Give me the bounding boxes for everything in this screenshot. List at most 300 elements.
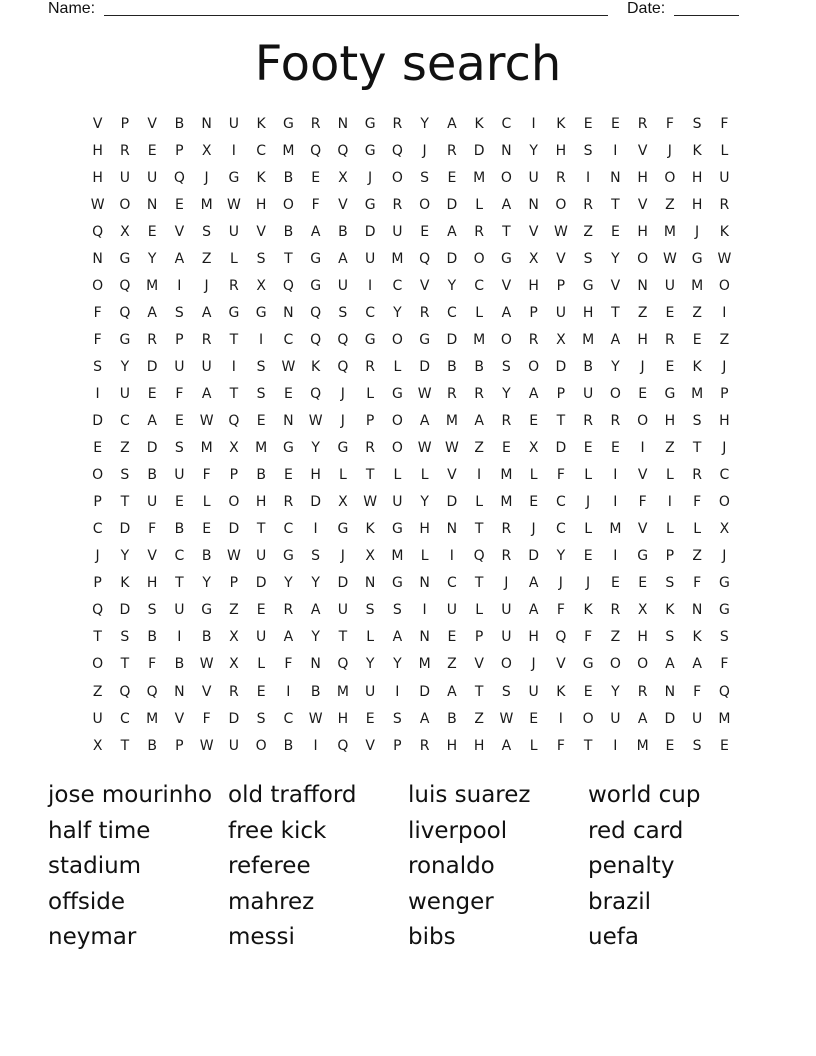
grid-letter: Q (228, 413, 240, 430)
grid-letter: V (528, 223, 539, 240)
grid-letter: L (202, 494, 211, 511)
grid-row (84, 435, 738, 462)
grid-letter: P (556, 385, 566, 402)
grid-letter: Y (502, 385, 511, 402)
grid-letter: W (444, 440, 459, 457)
grid-letter: N (691, 602, 703, 619)
grid-letter: S (719, 629, 729, 646)
grid-letter: K (719, 223, 729, 240)
grid-letter: Z (474, 440, 484, 457)
grid-letter: E (174, 196, 184, 213)
grid-letter: M (200, 196, 213, 213)
grid-letter: O (92, 277, 104, 294)
grid-letter: O (718, 277, 730, 294)
grid-letter: U (228, 223, 239, 240)
grid-letter: U (119, 385, 130, 402)
grid-letter: S (692, 413, 702, 430)
grid-letter: G (718, 602, 730, 619)
grid-letter: E (638, 385, 648, 402)
grid-letter: M (146, 277, 159, 294)
grid-letter: A (419, 413, 430, 430)
grid-letter: G (582, 656, 594, 673)
grid-letter: L (420, 467, 429, 484)
grid-letter: D (528, 548, 540, 565)
grid-letter: V (147, 115, 157, 132)
grid-letter: Q (337, 142, 349, 159)
grid-letter: I (586, 169, 591, 186)
grid-row (84, 353, 738, 380)
grid-letter: O (718, 494, 730, 511)
grid-letter: E (665, 304, 675, 321)
grid-letter: R (719, 196, 730, 213)
grid-letter: I (613, 467, 618, 484)
grid-letter: S (583, 250, 593, 267)
grid-letter: J (340, 413, 345, 430)
grid-row (84, 380, 738, 407)
grid-letter: S (665, 575, 675, 592)
grid-letter: Y (393, 656, 402, 673)
grid-letter: Z (665, 440, 675, 457)
grid-letter: G (255, 304, 267, 321)
grid-letter: N (364, 575, 376, 592)
grid-letter: B (310, 683, 321, 700)
grid-letter: R (474, 223, 484, 240)
grid-letter: W (199, 413, 214, 430)
grid-letter: V (256, 223, 266, 240)
grid-letter: S (501, 683, 511, 700)
grid-letter: E (365, 710, 375, 727)
grid-letter: X (637, 602, 648, 619)
grid-letter: S (174, 304, 184, 321)
grid-letter: X (229, 440, 239, 457)
grid-letter: S (392, 602, 402, 619)
grid-letter: P (120, 115, 130, 132)
grid-letter: R (501, 548, 512, 565)
grid-letter: N (501, 142, 512, 159)
grid-letter: Y (311, 629, 320, 646)
grid-letter: H (637, 629, 648, 646)
grid-letter: C (446, 304, 457, 321)
grid-letter: F (148, 656, 157, 673)
grid-letter: Y (611, 250, 620, 267)
grid-letter: S (256, 250, 266, 267)
grid-letter: E (719, 737, 729, 754)
grid-letter: A (610, 331, 621, 348)
grid-letter: L (475, 196, 484, 213)
grid-letter: G (364, 196, 376, 213)
grid-letter: N (146, 196, 158, 213)
grid-letter: D (92, 413, 104, 430)
grid-letter: H (719, 413, 730, 430)
grid-letter: A (147, 413, 157, 430)
grid-letter: O (637, 413, 649, 430)
grid-letter: R (447, 142, 457, 159)
grid-row (84, 408, 738, 435)
grid-letter: D (446, 250, 458, 267)
grid-letter: J (640, 358, 645, 375)
grid-letter: E (147, 385, 157, 402)
grid-letter: G (228, 169, 240, 186)
grid-letter: U (446, 602, 457, 619)
grid-letter: E (283, 385, 293, 402)
grid-letter: J (204, 169, 209, 186)
grid-letter: R (583, 413, 593, 430)
grid-letter: G (119, 250, 131, 267)
grid-row (84, 326, 738, 353)
word-list-item: ronaldo (408, 853, 495, 880)
grid-letter: R (419, 737, 430, 754)
grid-letter: M (282, 142, 295, 159)
grid-letter: G (391, 575, 403, 592)
grid-letter: W (308, 413, 323, 430)
grid-letter: V (637, 467, 648, 484)
grid-letter: Y (420, 494, 429, 511)
grid-letter: P (393, 737, 402, 754)
grid-letter: I (177, 277, 182, 294)
grid-letter: T (256, 521, 266, 538)
grid-letter: C (283, 710, 294, 727)
grid-letter: D (337, 575, 349, 592)
grid-letter: E (638, 575, 648, 592)
grid-letter: O (637, 656, 649, 673)
grid-letter: A (392, 629, 403, 646)
grid-letter: O (555, 196, 567, 213)
grid-letter: A (665, 656, 675, 673)
grid-letter: R (528, 331, 539, 348)
grid-letter: D (555, 440, 567, 457)
grid-letter: V (174, 710, 185, 727)
grid-letter: A (474, 413, 484, 430)
grid-letter: Q (282, 277, 294, 294)
grid-letter: J (558, 575, 563, 592)
grid-letter: M (391, 548, 404, 565)
grid-letter: A (528, 575, 539, 592)
grid-letter: E (692, 331, 702, 348)
word-list-item: world cup (588, 782, 701, 808)
grid-letter: C (119, 413, 130, 430)
word-list-item: offside (48, 888, 126, 915)
grid-letter: V (419, 277, 430, 294)
grid-letter: R (283, 494, 294, 511)
grid-letter: E (610, 575, 620, 592)
grid-letter: P (529, 304, 538, 321)
grid-letter: I (95, 385, 100, 402)
grid-letter: J (340, 385, 345, 402)
grid-letter: P (474, 629, 484, 646)
grid-letter: G (664, 385, 676, 402)
grid-letter: K (365, 521, 375, 538)
grid-letter: B (201, 548, 212, 565)
grid-letter: I (231, 358, 236, 375)
grid-letter: P (665, 548, 675, 565)
grid-letter: Q (718, 683, 730, 700)
grid-letter: T (474, 683, 484, 700)
grid-letter: W (308, 710, 323, 727)
grid-letter: R (637, 683, 648, 700)
grid-letter: U (337, 602, 348, 619)
grid-letter: U (337, 277, 348, 294)
grid-letter: T (120, 737, 130, 754)
grid-letter: I (531, 115, 536, 132)
grid-letter: B (174, 115, 185, 132)
grid-letter: O (255, 737, 267, 754)
grid-letter: K (692, 142, 702, 159)
grid-letter: W (281, 358, 296, 375)
grid-letter: L (475, 602, 484, 619)
grid-letter: I (722, 304, 727, 321)
grid-letter: J (422, 142, 427, 159)
grid-letter: D (119, 602, 131, 619)
grid-letter: G (364, 115, 376, 132)
grid-letter: R (447, 385, 457, 402)
grid-letter: E (583, 115, 593, 132)
grid-letter: H (92, 142, 103, 159)
grid-letter: U (692, 710, 703, 727)
grid-letter: F (693, 683, 702, 700)
grid-row (84, 705, 738, 732)
grid-letter: K (256, 115, 266, 132)
grid-letter: G (119, 331, 131, 348)
grid-letter: V (174, 223, 185, 240)
grid-letter: G (691, 250, 703, 267)
grid-letter: V (365, 737, 375, 754)
grid-row (84, 245, 738, 272)
grid-letter: S (420, 169, 430, 186)
grid-letter: Q (310, 142, 322, 159)
grid-letter: Y (365, 656, 375, 673)
word-list-item: mahrez (228, 888, 315, 915)
grid-letter: L (584, 467, 593, 484)
grid-letter: Z (447, 656, 457, 673)
grid-letter: B (283, 223, 294, 240)
grid-letter: U (392, 223, 403, 240)
grid-letter: X (365, 548, 375, 565)
grid-letter: W (363, 494, 378, 511)
grid-letter: B (447, 710, 457, 727)
grid-letter: U (201, 358, 212, 375)
grid-letter: O (391, 413, 403, 430)
name-field-line (104, 15, 608, 16)
grid-letter: V (637, 142, 648, 159)
grid-letter: M (255, 440, 268, 457)
grid-letter: Q (337, 358, 349, 375)
grid-letter: H (664, 413, 676, 430)
grid-letter: D (310, 494, 322, 511)
grid-letter: S (392, 710, 402, 727)
grid-row (84, 732, 738, 759)
grid-letter: I (449, 548, 454, 565)
grid-letter: D (446, 494, 458, 511)
grid-letter: X (528, 440, 539, 457)
grid-letter: V (92, 115, 103, 132)
grid-letter: B (256, 467, 266, 484)
grid-letter: N (637, 277, 648, 294)
word-list-item: liverpool (408, 817, 508, 844)
grid-letter: C (555, 521, 566, 538)
grid-letter: C (283, 521, 294, 538)
grid-letter: T (474, 575, 484, 592)
grid-letter: E (583, 440, 593, 457)
word-list-item: jose mourinho (48, 782, 213, 808)
grid-letter: C (474, 277, 485, 294)
grid-letter: N (419, 575, 430, 592)
grid-letter: E (256, 413, 266, 430)
grid-letter: A (692, 656, 702, 673)
grid-letter: B (201, 629, 212, 646)
grid-letter: V (556, 656, 566, 673)
grid-letter: M (663, 223, 676, 240)
grid-letter: O (92, 656, 104, 673)
grid-row (84, 462, 738, 489)
grid-letter: J (722, 358, 727, 375)
grid-letter: B (283, 737, 294, 754)
grid-letter: Y (311, 575, 320, 592)
grid-letter: A (501, 737, 512, 754)
grid-letter: Q (310, 304, 322, 321)
grid-letter: W (662, 250, 677, 267)
grid-letter: M (473, 331, 486, 348)
word-list-item: brazil (588, 888, 652, 915)
grid-letter: A (501, 304, 512, 321)
grid-letter: H (582, 304, 594, 321)
grid-letter: V (637, 521, 648, 538)
grid-letter: Q (337, 331, 349, 348)
grid-letter: X (556, 331, 566, 348)
grid-letter: O (637, 250, 649, 267)
grid-letter: K (311, 358, 321, 375)
grid-letter: P (175, 331, 184, 348)
grid-letter: V (501, 277, 512, 294)
grid-letter: W (417, 440, 432, 457)
grid-letter: S (583, 142, 593, 159)
grid-letter: T (229, 385, 239, 402)
grid-letter: A (310, 602, 321, 619)
grid-letter: L (366, 629, 375, 646)
grid-letter: T (93, 629, 102, 646)
grid-letter: L (665, 521, 674, 538)
grid-letter: X (719, 521, 730, 538)
grid-letter: O (119, 196, 131, 213)
grid-letter: K (256, 169, 266, 186)
grid-letter: X (92, 737, 103, 754)
grid-letter: J (368, 169, 373, 186)
grid-letter: Q (173, 169, 185, 186)
grid-letter: U (174, 602, 185, 619)
grid-letter: D (473, 142, 485, 159)
grid-letter: E (447, 629, 457, 646)
grid-letter: U (719, 169, 730, 186)
grid-letter: R (637, 115, 648, 132)
grid-letter: L (366, 385, 375, 402)
grid-letter: F (202, 467, 211, 484)
grid-letter: I (231, 142, 236, 159)
grid-letter: R (147, 331, 157, 348)
grid-letter: C (555, 494, 566, 511)
grid-letter: K (556, 115, 566, 132)
grid-letter: U (528, 169, 539, 186)
grid-letter: Z (692, 548, 702, 565)
grid-letter: D (228, 710, 240, 727)
grid-letter: S (202, 223, 212, 240)
grid-letter: H (637, 223, 648, 240)
grid-letter: U (664, 277, 675, 294)
word-list-item: half time (48, 817, 151, 844)
grid-letter: H (255, 196, 267, 213)
grid-letter: E (174, 494, 184, 511)
grid-letter: U (119, 169, 130, 186)
word-list-item: old trafford (228, 782, 357, 808)
grid-row (84, 678, 738, 705)
grid-letter: D (419, 358, 431, 375)
grid-letter: G (391, 521, 403, 538)
grid-letter: Y (284, 575, 293, 592)
grid-letter: Y (202, 575, 211, 592)
grid-letter: F (311, 196, 320, 213)
grid-letter: P (93, 575, 102, 592)
grid-letter: E (147, 142, 157, 159)
grid-letter: Y (120, 548, 130, 565)
grid-letter: R (120, 142, 130, 159)
grid-letter: M (418, 656, 431, 673)
grid-letter: U (555, 304, 566, 321)
grid-letter: C (392, 277, 403, 294)
grid-letter: H (691, 169, 703, 186)
grid-letter: E (610, 440, 620, 457)
grid-letter: M (636, 737, 649, 754)
grid-letter: D (364, 223, 376, 240)
grid-letter: U (174, 467, 185, 484)
grid-letter: X (229, 656, 239, 673)
grid-letter: S (692, 115, 702, 132)
grid-letter: N (283, 304, 294, 321)
grid-letter: D (419, 683, 431, 700)
grid-letter: F (556, 602, 565, 619)
word-list-item: uefa (588, 924, 639, 951)
grid-letter: P (93, 494, 102, 511)
grid-row (84, 299, 738, 326)
word-list-item: stadium (48, 853, 142, 880)
grid-letter: L (475, 494, 484, 511)
grid-letter: L (475, 304, 484, 321)
grid-letter: E (501, 440, 511, 457)
grid-row (84, 218, 738, 245)
grid-letter: L (393, 467, 402, 484)
grid-letter: B (583, 358, 593, 375)
grid-letter: E (665, 358, 675, 375)
grid-letter: A (419, 710, 430, 727)
grid-letter: X (338, 169, 348, 186)
grid-letter: A (501, 196, 512, 213)
grid-letter: C (256, 142, 267, 159)
grid-letter: V (610, 277, 621, 294)
grid-letter: U (501, 629, 512, 646)
grid-letter: U (174, 358, 185, 375)
grid-letter: G (228, 304, 240, 321)
grid-letter: X (229, 629, 239, 646)
grid-letter: S (665, 629, 675, 646)
grid-letter: Z (474, 710, 484, 727)
grid-letter: I (368, 277, 373, 294)
grid-letter: P (556, 277, 566, 294)
grid-letter: B (447, 358, 457, 375)
grid-row (84, 272, 738, 299)
grid-letter: H (446, 737, 458, 754)
grid-letter: R (419, 304, 430, 321)
grid-letter: O (92, 467, 104, 484)
grid-letter: Q (92, 223, 104, 240)
grid-letter: Q (337, 656, 349, 673)
grid-letter: I (640, 440, 645, 457)
